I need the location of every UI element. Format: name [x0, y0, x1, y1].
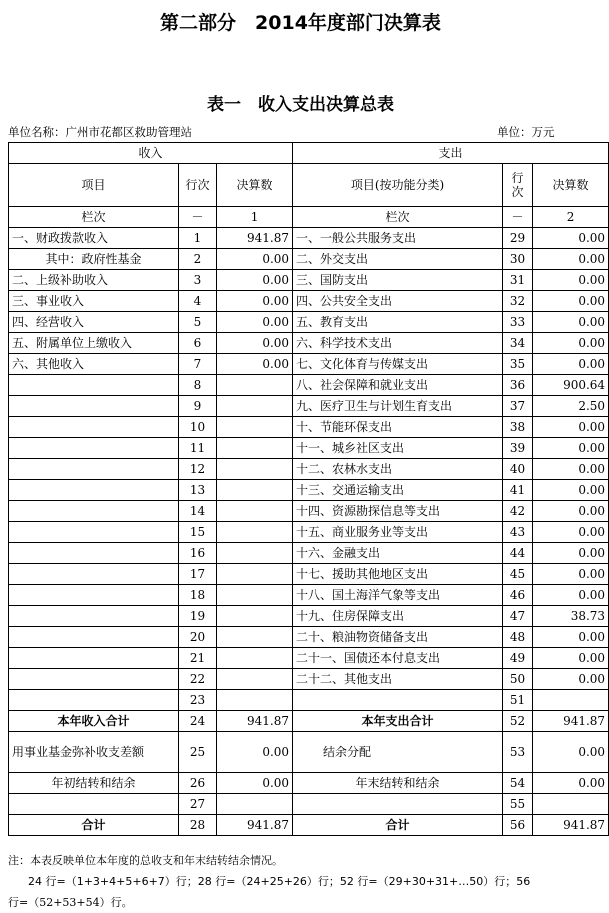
row-no: 41 [503, 480, 533, 501]
row-no: 9 [179, 396, 217, 417]
amount [217, 627, 293, 648]
amount [217, 501, 293, 522]
row-no: 8 [179, 375, 217, 396]
expense-item: 九、医疗卫生与计划生育支出 [293, 396, 503, 417]
amount: 0.00 [533, 417, 609, 438]
expense-item: 二十二、其他支出 [293, 669, 503, 690]
amount [217, 480, 293, 501]
table-row [9, 459, 609, 480]
amount: 941.87 [217, 228, 293, 249]
table-row [9, 606, 609, 627]
row-no: 25 [179, 732, 217, 773]
amount: 0.00 [217, 773, 293, 794]
row-no: 30 [503, 249, 533, 270]
income-item: 四、经营收入 [9, 312, 179, 333]
row-no: 33 [503, 312, 533, 333]
table-row [9, 417, 609, 438]
page-title: 第二部分 2014年度部门决算表 [160, 12, 441, 34]
expense-item: 十九、住房保障支出 [293, 606, 503, 627]
row-no: 11 [179, 438, 217, 459]
amount: 0.00 [533, 627, 609, 648]
table-row [9, 375, 609, 396]
year-expense-total-label: 本年支出合计 [293, 711, 503, 732]
row-no-header: 行次 [503, 164, 533, 207]
row-no: 4 [179, 291, 217, 312]
expense-item: 十五、商业服务业等支出 [293, 522, 503, 543]
unit-name: 单位名称：广州市花都区救助管理站 [8, 125, 192, 139]
amount: 900.64 [533, 375, 609, 396]
amount: 941.87 [217, 711, 293, 732]
blank-cell [533, 794, 609, 815]
begin-carry-label: 年初结转和结余 [9, 773, 179, 794]
amount [217, 690, 293, 711]
row-no: 38 [503, 417, 533, 438]
table-row [9, 354, 609, 375]
row-no: 29 [503, 228, 533, 249]
table-row [9, 543, 609, 564]
table-row [9, 480, 609, 501]
income-item [9, 627, 179, 648]
amount: 0.00 [533, 249, 609, 270]
table-row [9, 270, 609, 291]
expense-item: 十二、农林水支出 [293, 459, 503, 480]
amount: 2.50 [533, 396, 609, 417]
amount [217, 669, 293, 690]
blank-cell [293, 794, 503, 815]
amount [217, 438, 293, 459]
amount: 0.00 [533, 312, 609, 333]
expense-item [293, 690, 503, 711]
table-row [9, 396, 609, 417]
amount: 0.00 [217, 732, 293, 773]
table-row [9, 228, 609, 249]
table-row [9, 585, 609, 606]
expense-item: 三、国防支出 [293, 270, 503, 291]
row-no: 14 [179, 501, 217, 522]
row-no: 52 [503, 711, 533, 732]
row-no: 31 [503, 270, 533, 291]
amount [533, 690, 609, 711]
table-row [9, 669, 609, 690]
row-no: 32 [503, 291, 533, 312]
amount: 0.00 [533, 291, 609, 312]
expense-item: 十三、交通运输支出 [293, 480, 503, 501]
amount: 0.00 [533, 669, 609, 690]
expense-item: 十六、金融支出 [293, 543, 503, 564]
income-item [9, 501, 179, 522]
dash: － [503, 207, 533, 228]
unit-label: 单位：万元 [497, 125, 555, 139]
row-no: 3 [179, 270, 217, 291]
row-no: 5 [179, 312, 217, 333]
row-no: 36 [503, 375, 533, 396]
income-item [9, 585, 179, 606]
table-row [9, 627, 609, 648]
income-item [9, 459, 179, 480]
income-item [9, 375, 179, 396]
expense-item: 四、公共安全支出 [293, 291, 503, 312]
amount: 0.00 [533, 522, 609, 543]
income-item [9, 648, 179, 669]
amount-header: 决算数 [533, 164, 609, 207]
amount: 941.87 [217, 815, 293, 836]
note-line-3: 行=（52+53+54）行。 [8, 896, 133, 909]
income-item [9, 564, 179, 585]
table-row [9, 312, 609, 333]
row-no: 23 [179, 690, 217, 711]
expense-item: 十四、资源勘探信息等支出 [293, 501, 503, 522]
amount [217, 396, 293, 417]
amount [217, 606, 293, 627]
row-no: 1 [179, 228, 217, 249]
year-income-total-label: 本年收入合计 [9, 711, 179, 732]
table-title: 表一 收入支出决算总表 [207, 95, 394, 115]
table-row [9, 648, 609, 669]
row-no: 35 [503, 354, 533, 375]
amount: 0.00 [533, 270, 609, 291]
row-no: 20 [179, 627, 217, 648]
row-no: 22 [179, 669, 217, 690]
row-no: 53 [503, 732, 533, 773]
row-no: 42 [503, 501, 533, 522]
table-row [9, 690, 609, 711]
amount: 0.00 [217, 333, 293, 354]
row-no: 50 [503, 669, 533, 690]
row-no: 46 [503, 585, 533, 606]
row-no: 54 [503, 773, 533, 794]
row-no: 7 [179, 354, 217, 375]
income-item: 六、其他收入 [9, 354, 179, 375]
row-no: 40 [503, 459, 533, 480]
row-no: 19 [179, 606, 217, 627]
row-no: 15 [179, 522, 217, 543]
income-item [9, 417, 179, 438]
row-no: 37 [503, 396, 533, 417]
amount: 38.73 [533, 606, 609, 627]
row-no: 17 [179, 564, 217, 585]
row-no: 44 [503, 543, 533, 564]
row-no: 47 [503, 606, 533, 627]
amount: 0.00 [217, 249, 293, 270]
row-no: 24 [179, 711, 217, 732]
expense-item: 十八、国土海洋气象等支出 [293, 585, 503, 606]
expense-item: 六、科学技术支出 [293, 333, 503, 354]
amount: 0.00 [533, 501, 609, 522]
expense-item: 五、教育支出 [293, 312, 503, 333]
amount-header: 决算数 [217, 164, 293, 207]
surplus-dist-label: 结余分配 [293, 732, 503, 773]
row-no: 48 [503, 627, 533, 648]
income-item [9, 543, 179, 564]
amount [217, 585, 293, 606]
note-line-2: 24 行=（1+3+4+5+6+7）行；28 行=（24+25+26）行；52 行=（29+30+31+…50）行；56 [28, 875, 531, 888]
amount [217, 375, 293, 396]
table-row [9, 501, 609, 522]
item-header: 项目 [9, 164, 179, 207]
note-line-1: 注：本表反映单位本年度的总收支和年末结转结余情况。 [8, 854, 283, 867]
col-number: 2 [533, 207, 609, 228]
end-carry-label: 年末结转和结余 [293, 773, 503, 794]
income-item: 三、事业收入 [9, 291, 179, 312]
income-header: 收入 [9, 143, 293, 164]
budget-summary-table [8, 142, 609, 836]
row-no: 28 [179, 815, 217, 836]
income-item: 五、附属单位上缴收入 [9, 333, 179, 354]
amount: 0.00 [533, 585, 609, 606]
expense-item: 二、外交支出 [293, 249, 503, 270]
row-no: 6 [179, 333, 217, 354]
row-no: 26 [179, 773, 217, 794]
income-item: 二、上级补助收入 [9, 270, 179, 291]
amount: 0.00 [533, 333, 609, 354]
table-row [9, 438, 609, 459]
income-item: 一、财政拨款收入 [9, 228, 179, 249]
amount: 941.87 [533, 711, 609, 732]
row-no: 18 [179, 585, 217, 606]
expense-item: 十、节能环保支出 [293, 417, 503, 438]
amount: 0.00 [533, 438, 609, 459]
amount: 0.00 [533, 732, 609, 773]
amount: 0.00 [533, 228, 609, 249]
row-no: 39 [503, 438, 533, 459]
expense-item: 十七、援助其他地区支出 [293, 564, 503, 585]
row-no: 45 [503, 564, 533, 585]
row-no: 27 [179, 794, 217, 815]
amount [217, 459, 293, 480]
income-item [9, 522, 179, 543]
row-no: 2 [179, 249, 217, 270]
fund-cover-label: 用事业基金弥补收支差额 [9, 732, 179, 773]
dash: － [179, 207, 217, 228]
blank-cell [217, 794, 293, 815]
amount [217, 648, 293, 669]
amount: 0.00 [533, 459, 609, 480]
income-item [9, 669, 179, 690]
amount: 0.00 [533, 564, 609, 585]
amount: 0.00 [217, 354, 293, 375]
expense-item: 一、一般公共服务支出 [293, 228, 503, 249]
income-item [9, 396, 179, 417]
amount: 0.00 [217, 291, 293, 312]
row-no: 10 [179, 417, 217, 438]
col-label: 栏次 [293, 207, 503, 228]
amount: 941.87 [533, 815, 609, 836]
amount: 0.00 [217, 312, 293, 333]
amount: 0.00 [533, 543, 609, 564]
amount: 0.00 [533, 354, 609, 375]
table-row [9, 522, 609, 543]
amount: 0.00 [533, 648, 609, 669]
amount [217, 543, 293, 564]
income-item [9, 606, 179, 627]
row-no: 16 [179, 543, 217, 564]
row-no: 56 [503, 815, 533, 836]
col-number: 1 [217, 207, 293, 228]
row-no: 21 [179, 648, 217, 669]
blank-cell [9, 794, 179, 815]
amount: 0.00 [533, 773, 609, 794]
row-no-header: 行次 [179, 164, 217, 207]
row-no: 12 [179, 459, 217, 480]
col-label: 栏次 [9, 207, 179, 228]
item-func-header: 项目(按功能分类) [293, 164, 503, 207]
expense-item: 二十、粮油物资储备支出 [293, 627, 503, 648]
row-no: 49 [503, 648, 533, 669]
grand-total-label: 合计 [9, 815, 179, 836]
income-item [9, 690, 179, 711]
expense-item: 七、文化体育与传媒支出 [293, 354, 503, 375]
expense-header: 支出 [293, 143, 609, 164]
table-row [9, 564, 609, 585]
income-item [9, 480, 179, 501]
table-row [9, 333, 609, 354]
row-no: 13 [179, 480, 217, 501]
expense-item: 八、社会保障和就业支出 [293, 375, 503, 396]
amount [217, 522, 293, 543]
income-item: 其中：政府性基金 [9, 249, 179, 270]
row-no: 55 [503, 794, 533, 815]
row-no: 51 [503, 690, 533, 711]
row-no: 34 [503, 333, 533, 354]
amount: 0.00 [533, 480, 609, 501]
grand-total-label: 合计 [293, 815, 503, 836]
table-row [9, 249, 609, 270]
row-no: 43 [503, 522, 533, 543]
expense-item: 十一、城乡社区支出 [293, 438, 503, 459]
expense-item: 二十一、国债还本付息支出 [293, 648, 503, 669]
table-row [9, 291, 609, 312]
amount: 0.00 [217, 270, 293, 291]
income-item [9, 438, 179, 459]
amount [217, 417, 293, 438]
amount [217, 564, 293, 585]
